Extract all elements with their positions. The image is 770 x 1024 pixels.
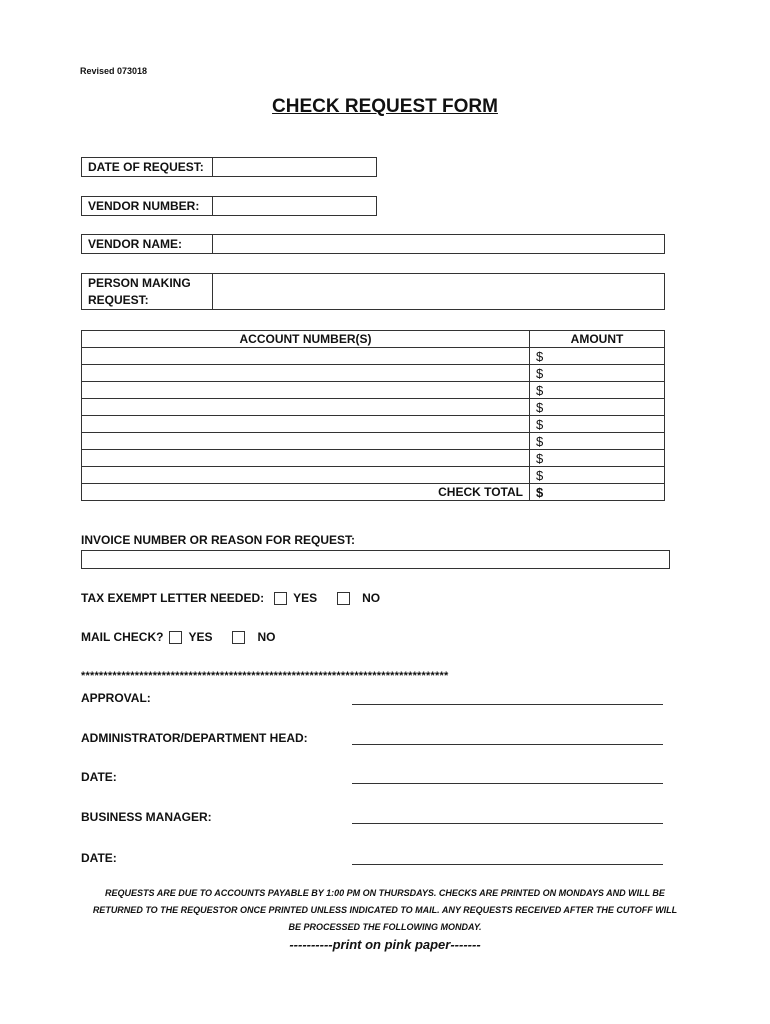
tax-exempt-label: TAX EXEMPT LETTER NEEDED: [81,591,265,605]
vendor-name-input[interactable] [213,235,664,253]
account-table [81,330,665,501]
form-title: CHECK REQUEST FORM [272,96,498,117]
person-making-request-label [82,274,213,309]
vendor-number-input[interactable] [213,197,376,215]
tax-exempt-yes-label: YES [293,591,318,605]
invoice-input[interactable] [81,550,670,569]
date-of-request-input[interactable] [213,158,376,176]
mail-check-yes-label: YES [188,630,213,644]
account-row [82,450,665,467]
amount-cell[interactable]: $ [530,433,665,450]
account-number-cell[interactable] [82,348,530,365]
amount-cell[interactable]: $ [530,416,665,433]
submission-notice [80,885,690,936]
date-label-1: DATE: [81,770,117,784]
admin-head-signature-line[interactable] [352,743,663,745]
account-row [82,399,665,416]
amount-cell[interactable]: $ [530,365,665,382]
amount-cell[interactable]: $ [530,399,665,416]
account-row [82,433,665,450]
person-making-request-label-line2: REQUEST: [88,292,149,307]
person-making-request-input[interactable] [213,274,664,309]
date-of-request-row [81,157,377,177]
admin-head-label: ADMINISTRATOR/DEPARTMENT HEAD: [81,731,308,745]
account-number-cell[interactable] [82,382,530,399]
vendor-number-row [81,196,377,216]
person-making-request-row [81,273,665,310]
business-manager-signature-line[interactable] [352,822,663,824]
invoice-label: INVOICE NUMBER OR REASON FOR REQUEST: [81,533,356,547]
notice-line-2: RETURNED TO THE REQUESTOR ONCE PRINTED UNLESS INDICATED TO MAIL. ANY REQUESTS RECEIVED AFTER THE CUTOFF WILL [92,905,678,915]
check-total-amount[interactable]: $ [530,484,665,501]
print-instruction: ----------print on pink paper------- [289,937,481,952]
amount-header: AMOUNT [530,331,665,348]
date-line-2[interactable] [352,863,663,865]
date-of-request-label: DATE OF REQUEST: [82,158,213,176]
account-row [82,416,665,433]
account-number-cell[interactable] [82,399,530,416]
account-number-cell[interactable] [82,467,530,484]
notice-line-1: REQUESTS ARE DUE TO ACCOUNTS PAYABLE BY 1:00 PM ON THURSDAYS. CHECKS ARE PRINTED ON MONDAYS AND WILL BE [105,888,665,898]
business-manager-label: BUSINESS MANAGER: [81,810,212,824]
revision-label: Revised 073018 [80,66,148,76]
amount-cell[interactable]: $ [530,467,665,484]
mail-check-no-checkbox[interactable] [232,631,245,644]
mail-check-label: MAIL CHECK? [81,630,164,644]
mail-check-no-label: NO [257,630,276,644]
approval-label: APPROVAL: [81,691,151,705]
account-row [82,348,665,365]
account-row [82,382,665,399]
account-number-cell[interactable] [82,416,530,433]
tax-exempt-row [81,591,380,605]
account-number-cell[interactable] [82,450,530,467]
account-number-cell[interactable] [82,433,530,450]
mail-check-row [81,630,275,644]
account-row [82,467,665,484]
vendor-number-label: VENDOR NUMBER: [82,197,213,215]
date-line-1[interactable] [352,782,663,784]
amount-cell[interactable]: $ [530,450,665,467]
notice-line-3: BE PROCESSED THE FOLLOWING MONDAY. [288,922,482,932]
vendor-name-label: VENDOR NAME: [82,235,213,253]
person-making-request-label-line1: PERSON MAKING [88,275,191,290]
approval-signature-line[interactable] [352,703,663,705]
vendor-name-row [81,234,665,254]
date-label-2: DATE: [81,851,117,865]
account-number-header: ACCOUNT NUMBER(S) [82,331,530,348]
mail-check-yes-checkbox[interactable] [169,631,182,644]
amount-cell[interactable]: $ [530,348,665,365]
separator-stars: ********************************************************************************** [81,670,449,682]
tax-exempt-yes-checkbox[interactable] [274,592,287,605]
account-number-cell[interactable] [82,365,530,382]
check-total-label: CHECK TOTAL [82,484,530,501]
account-row [82,365,665,382]
check-total-row [82,484,665,501]
account-rows [82,348,665,484]
tax-exempt-no-checkbox[interactable] [337,592,350,605]
tax-exempt-no-label: NO [362,591,381,605]
amount-cell[interactable]: $ [530,382,665,399]
